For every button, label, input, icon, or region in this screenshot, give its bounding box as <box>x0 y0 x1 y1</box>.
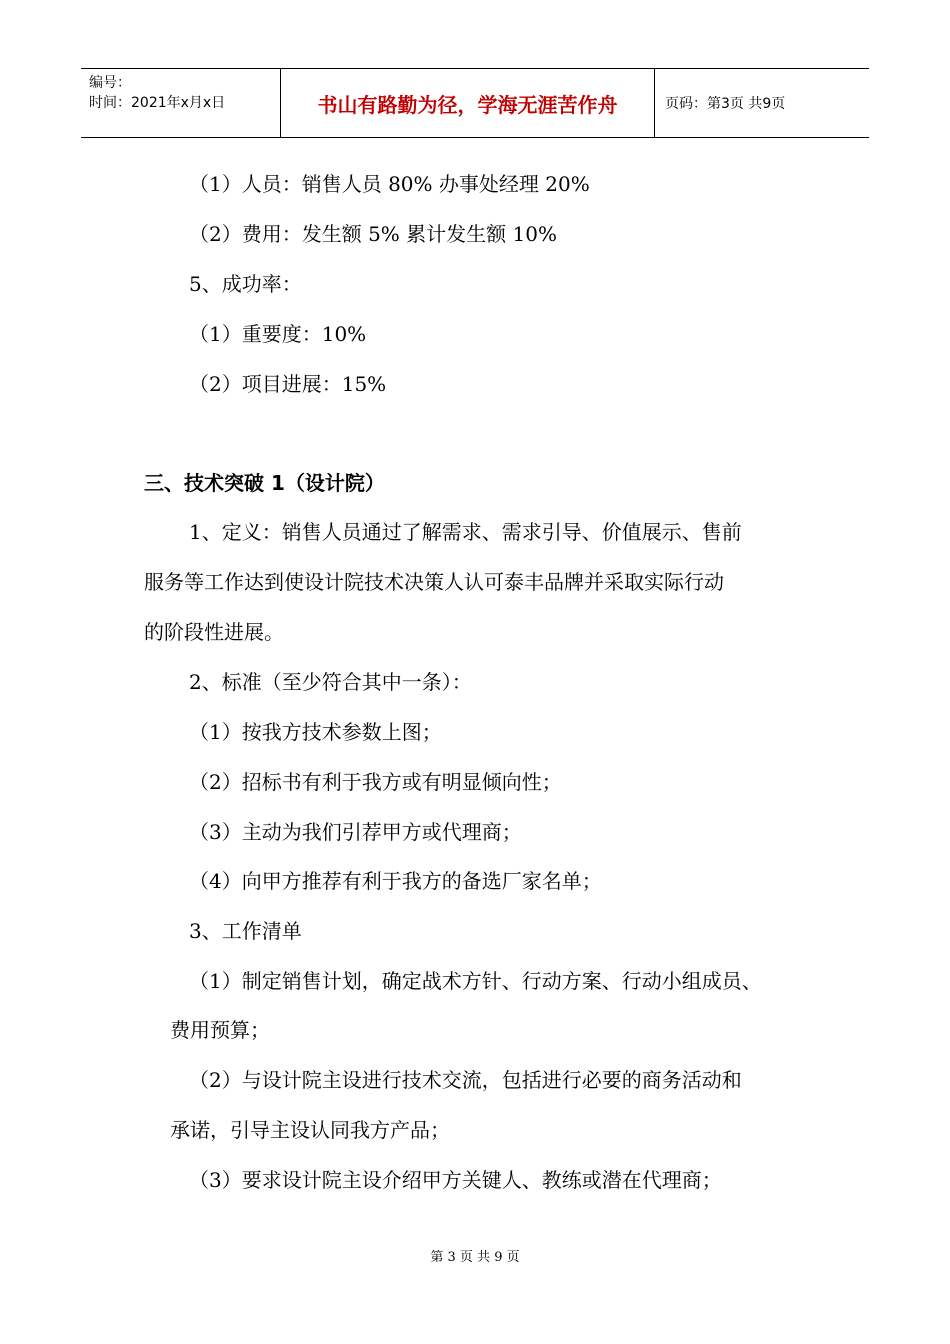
page-footer: 第 3 页 共 9 页 <box>430 1250 520 1265</box>
number-label: 编号： <box>89 75 131 91</box>
text-line: （1）按我方技术参数上图； <box>189 720 442 744</box>
text-line: 费用预算； <box>170 1018 270 1042</box>
text-line: （2）费用：发生额 5% 累计发生额 10% <box>189 222 557 246</box>
text-line: （3）主动为我们引荐甲方或代理商； <box>189 820 522 844</box>
text-line: （1）人员：销售人员 80% 办事处经理 20% <box>189 172 590 196</box>
header-page-info: 页码：第3页 共9页 <box>665 96 786 112</box>
text-line: （4）向甲方推荐有利于我方的备选厂家名单； <box>189 869 602 893</box>
text-line: （3）要求设计院主设介绍甲方关键人、教练或潜在代理商； <box>189 1168 722 1192</box>
text-line: （2）项目进展：15% <box>189 372 387 396</box>
text-line: 承诺，引导主设认同我方产品； <box>170 1118 450 1142</box>
text-line: 1、定义：销售人员通过了解需求、需求引导、价值展示、售前 <box>189 520 742 544</box>
text-line: 3、工作清单 <box>189 919 302 943</box>
text-line: 5、成功率： <box>189 272 302 296</box>
page-header <box>81 68 869 138</box>
text-line: （1）制定销售计划，确定战术方针、行动方案、行动小组成员、 <box>189 969 762 993</box>
text-line: 2、标准（至少符合其中一条）： <box>189 670 472 694</box>
header-motto: 书山有路勤为径，学海无涯苦作舟 <box>281 69 655 137</box>
time-label: 时间：2021年x月x日 <box>89 95 226 111</box>
text-line: （2）与设计院主设进行技术交流，包括进行必要的商务活动和 <box>189 1068 742 1092</box>
text-line: 的阶段性进展。 <box>144 620 284 644</box>
text-line: （1）重要度：10% <box>189 322 367 346</box>
text-line: 服务等工作达到使设计院技术决策人认可泰丰品牌并采取实际行动 <box>144 570 724 594</box>
header-left-cell <box>81 69 281 137</box>
text-line: （2）招标书有利于我方或有明显倾向性； <box>189 770 562 794</box>
section-heading: 三、技术突破 1（设计院） <box>144 471 385 495</box>
